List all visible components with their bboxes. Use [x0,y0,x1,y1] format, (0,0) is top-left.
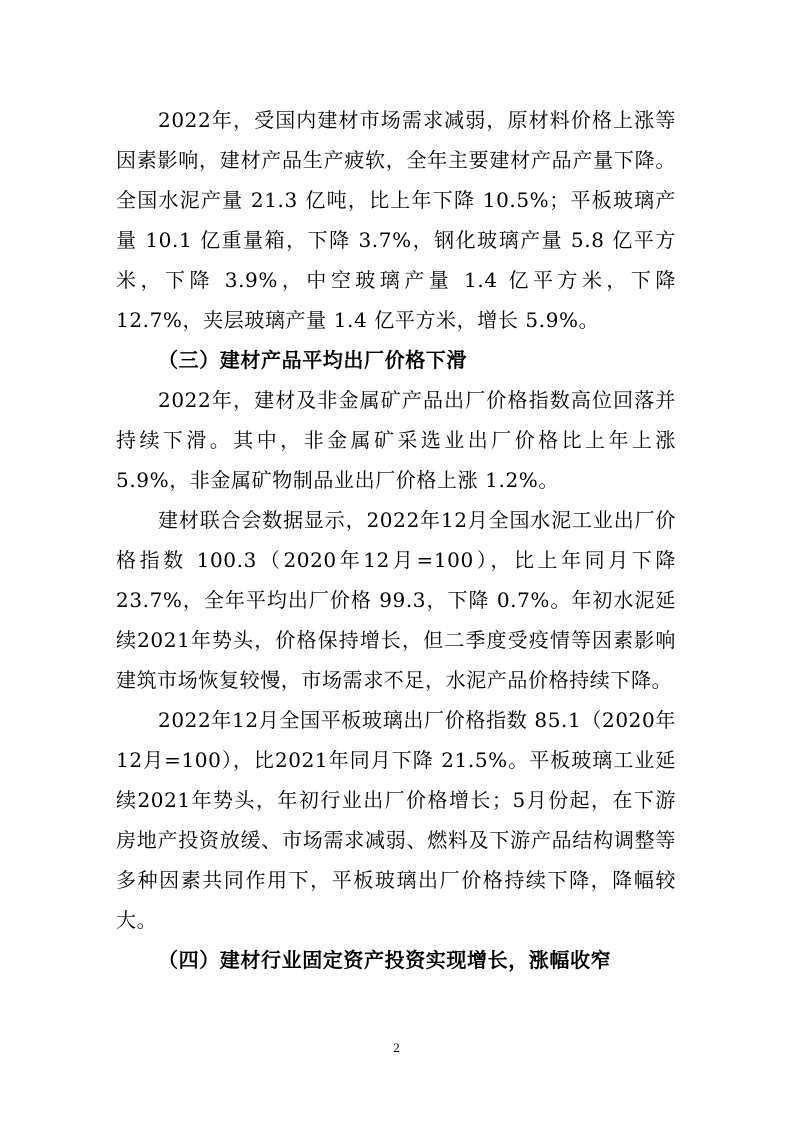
section-heading-4: （四）建材行业固定资产投资实现增长，涨幅收窄 [158,948,612,972]
paragraph-price-index: 2022年，建材及非金属矿产品出厂价格指数高位回落并持续下滑。其中，非金属矿采选业出厂价格比上年上涨 5.9%，非金属矿物制品业出厂价格上涨 1.2%。 [116,388,676,492]
document-body [116,100,676,980]
section-heading-3: （三）建材产品平均出厂价格下滑 [158,348,467,372]
paragraph-cement-price: 建材联合会数据显示，2022年12月全国水泥工业出厂价格指数 100.3（2020年12月=100），比上年同月下降 23.7%，全年平均出厂价格 99.3，下降 0.7%。年初水泥延续2021年势头，价格保持增长，但二季度受疫情等因素影响建筑市场恢复较慢，市场需求不足，水泥产品价格持续下降。 [116,508,676,692]
paragraph-production: 2022年，受国内建材市场需求减弱，原材料价格上涨等因素影响，建材产品生产疲软，全年主要建材产品产量下降。全国水泥产量 21.3 亿吨，比上年下降 10.5%；平板玻璃产量 10.1 亿重量箱，下降 3.7%，钢化玻璃产量 5.8 亿平方米，下降 3.9%，中空玻璃产量 1.4 亿平方米，下降 12.7%，夹层玻璃产量 1.4 亿平方米，增长 5.9%。 [116,108,676,332]
paragraph-glass-price: 2022年12月全国平板玻璃出厂价格指数 85.1（2020年12月=100），比2021年同月下降 21.5%。平板玻璃工业延续2021年势头，年初行业出厂价格增长；5月份起，在下游房地产投资放缓、市场需求减弱、燃料及下游产品结构调整等多种因素共同作用下，平板玻璃出厂价格持续下降，降幅较大。 [116,708,676,932]
page-number: 2 [393,1040,400,1055]
